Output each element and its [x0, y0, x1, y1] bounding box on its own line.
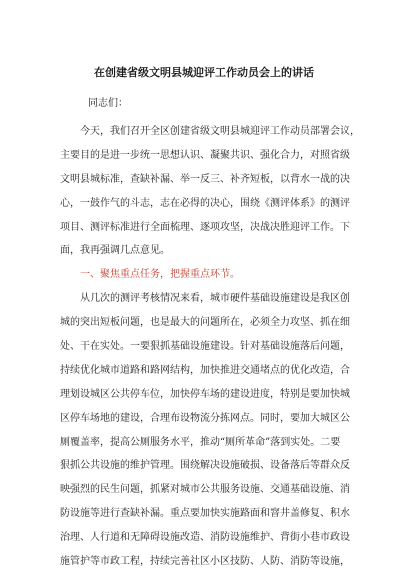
document-body: [60, 120, 362, 574]
text-line: 心，一鼓作气的斗志，志在必得的决心，围绕《测评体系》的测评: [60, 197, 350, 209]
text-line: 狠抓公共设施的维护管理。围绕解决设施破损、设备落后等群众反: [60, 460, 350, 472]
text-line: 城的突出短板问题，也是最大的问题所在，必须全力攻坚、抓在细: [60, 317, 350, 329]
text-line: 区停车场地的建设，合理布设物流分拣网点。同时，要加大城区公: [60, 412, 350, 424]
text-line: 持续优化城市道路和路网结构，加快推进交通堵点的优化改造，合: [60, 364, 350, 376]
text-line: 主要目的是进一步统一思想认识、凝聚共识、强化合力，对照省级: [60, 149, 350, 161]
text-line: 厕覆盖率，提高公厕服务水平，推动“厕所革命”落到实处。二要: [60, 436, 341, 448]
text-line: 施管护等市政工程，持续完善社区小区技防、人防、消防等设施，: [60, 556, 350, 568]
text-line: 理划设城区公共停车位，加快停车场的建设进度，特别是要加快城: [60, 388, 350, 400]
text-line: 处、干在实处。一要狠抓基础设施建设。针对基础设施落后问题，: [60, 341, 350, 353]
document-title: 在创建省级文明县城迎评工作动员会上的讲话: [94, 66, 314, 79]
text-line: 项目、测评标准进行全面梳理、逐项攻坚，决战决胜迎评工作。下: [60, 221, 350, 233]
text-line: 从几次的测评考核情况来看，城市硬件基础设施建设是我区创: [80, 293, 350, 305]
text-line: 文明县城标准，查缺补漏、举一反三、补齐短板，以背水一战的决: [60, 173, 350, 185]
salutation: 同志们：: [88, 98, 128, 109]
text-line: 面，我再强调几点意见。: [60, 245, 170, 257]
text-line: 今天，我们召开全区创建省级文明县城迎评工作动员部署会议，: [80, 126, 360, 137]
text-line: 治理、人行道和无障碍设施改造、消防设施维护、背街小巷市政设: [60, 532, 350, 544]
text-line: 映强烈的民生问题，抓紧对城市公共服务设施、交通基础设施、消: [60, 484, 350, 496]
text-line: 防设施等进行查缺补漏。重点要加快实施路面和窨井盖修复、积水: [60, 508, 350, 520]
section-heading: 一、聚焦重点任务，把握重点环节。: [80, 269, 240, 281]
